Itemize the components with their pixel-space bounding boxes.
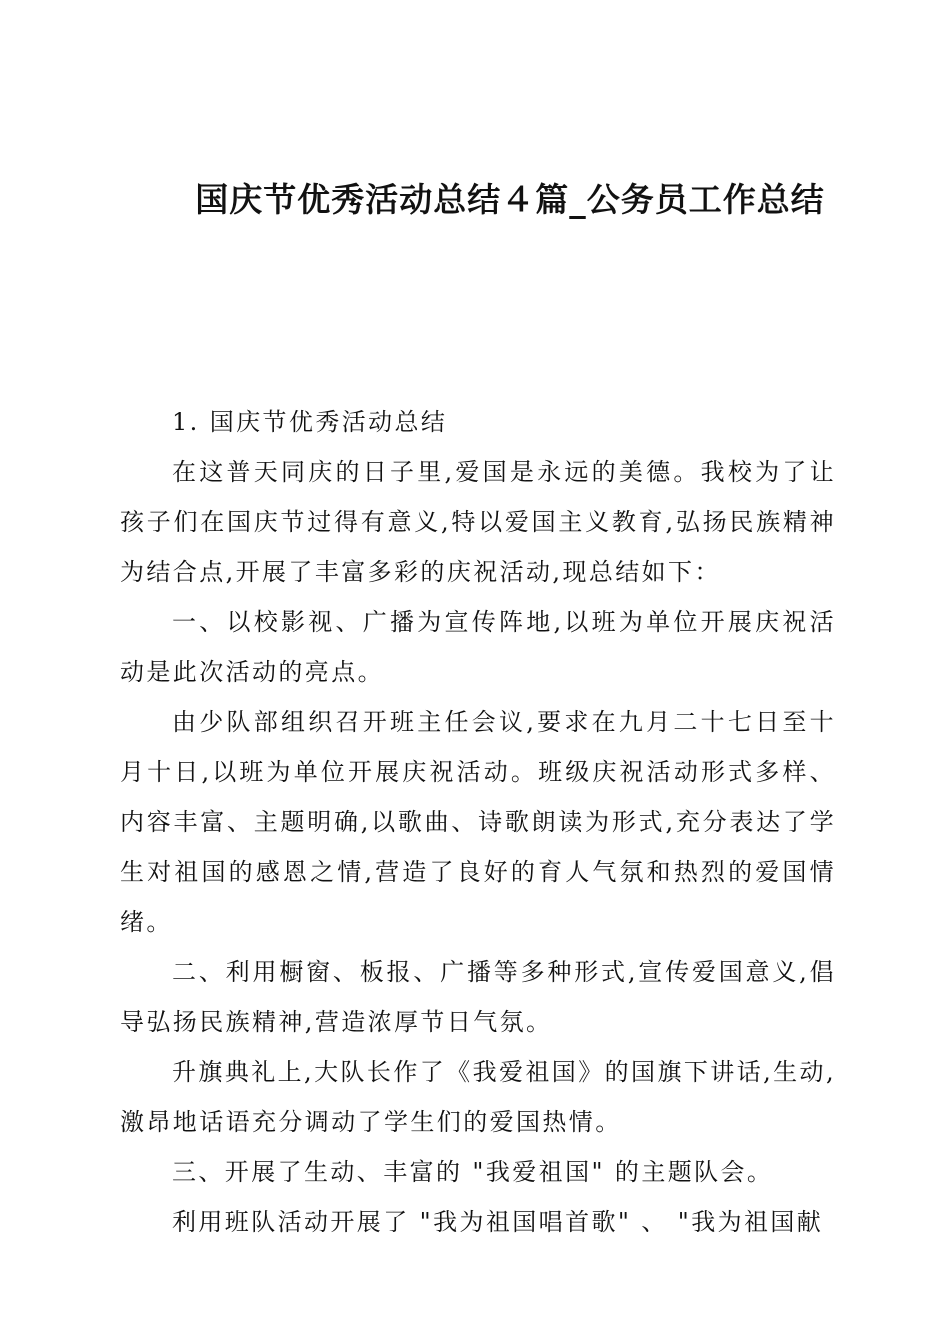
document-title: 国庆节优秀活动总结４篇_公务员工作总结	[195, 180, 825, 219]
paragraph-point-two-detail: 升旗典礼上,大队长作了《我爱祖国》的国旗下讲话,生动,激昂地话语充分调动了学生们的爱国热情。	[120, 1058, 836, 1136]
document-body	[120, 397, 836, 1247]
section-heading: 1. 国庆节优秀活动总结	[172, 408, 448, 436]
paragraph-point-one-detail: 由少队部组织召开班主任会议,要求在九月二十七日至十月十日,以班为单位开展庆祝活动。班级庆祝活动形式多样、内容丰富、主题明确,以歌曲、诗歌朗读为形式,充分表达了学生对祖国的感恩之情,营造了良好的育人气氛和热烈的爱国情绪。	[120, 708, 836, 936]
paragraph-point-three-detail: 利用班队活动开展了 "我为祖国唱首歌" 、 "我为祖国献	[172, 1208, 824, 1236]
paragraph-point-two: 二、利用橱窗、板报、广播等多种形式,宣传爱国意义,倡导弘扬民族精神,营造浓厚节日气氛。	[120, 958, 836, 1036]
paragraph-point-one: 一、以校影视、广播为宣传阵地,以班为单位开展庆祝活动是此次活动的亮点。	[120, 608, 836, 686]
paragraph-intro: 在这普天同庆的日子里,爱国是永远的美德。我校为了让孩子们在国庆节过得有意义,特以爱国主义教育,弘扬民族精神为结合点,开展了丰富多彩的庆祝活动,现总结如下：	[120, 458, 836, 586]
paragraph-point-three: 三、开展了生动、丰富的 "我爱祖国" 的主题队会。	[172, 1158, 774, 1186]
